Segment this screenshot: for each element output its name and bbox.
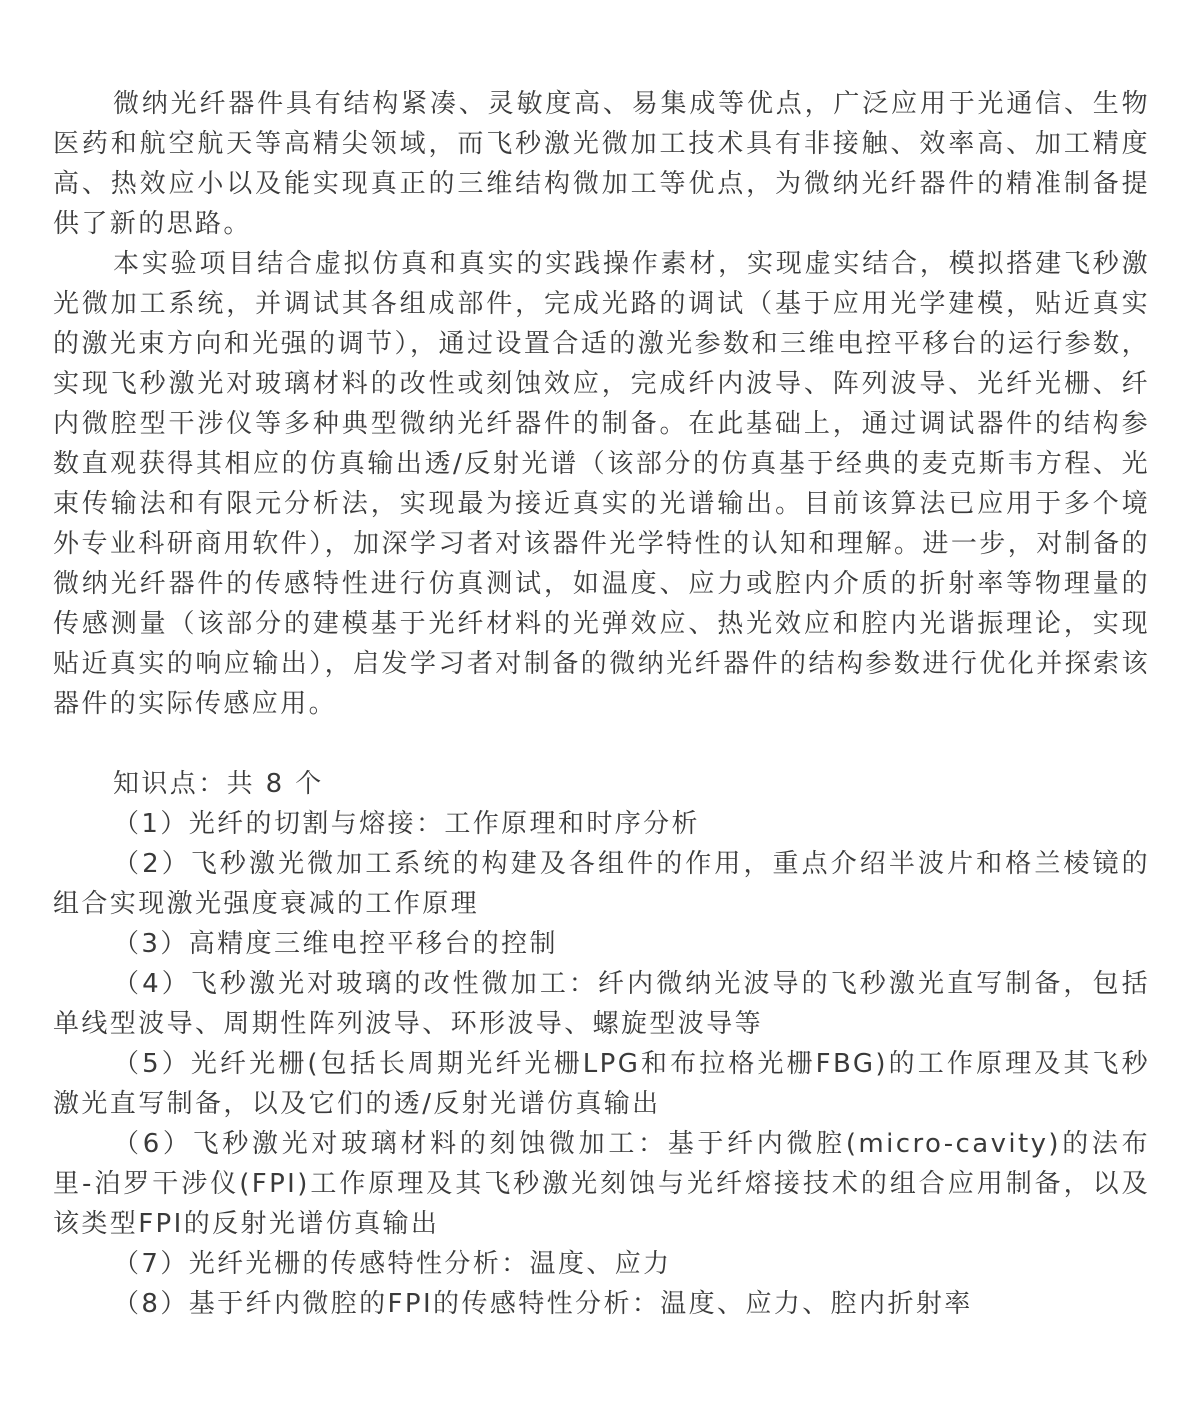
section-spacer	[53, 724, 1150, 764]
knowledge-item-7: （7）光纤光栅的传感特性分析：温度、应力	[113, 1249, 672, 1279]
knowledge-item-5: （5）光纤光栅(包括长周期光纤光栅LPG和布拉格光栅FBG)的工作原理及其飞秒激光直写制备，以及它们的透/反射光谱仿真输出	[53, 1049, 1150, 1119]
knowledge-item-4: （4）飞秒激光对玻璃的改性微加工：纤内微纳光波导的飞秒激光直写制备，包括单线型波导、周期性阵列波导、环形波导、螺旋型波导等	[53, 969, 1150, 1039]
knowledge-item-1: （1）光纤的切割与熔接：工作原理和时序分析	[113, 809, 700, 839]
knowledge-item-6: （6）飞秒激光对玻璃材料的刻蚀微加工：基于纤内微腔(micro-cavity)的法布里-泊罗干涉仪(FPI)工作原理及其飞秒激光刻蚀与光纤熔接技术的组合应用制备，以及该类型FPI的反射光谱仿真输出	[53, 1129, 1150, 1239]
intro-paragraph-2: 本实验项目结合虚拟仿真和真实的实践操作素材，实现虚实结合，模拟搭建飞秒激光微加工系统，并调试其各组成部件，完成光路的调试（基于应用光学建模，贴近真实的激光束方向和光强的调节），通过设置合适的激光参数和三维电控平移台的运行参数，实现飞秒激光对玻璃材料的改性或刻蚀效应，完成纤内波导、阵列波导、光纤光栅、纤内微腔型干涉仪等多种典型微纳光纤器件的制备。在此基础上，通过调试器件的结构参数直观获得其相应的仿真输出透/反射光谱（该部分的仿真基于经典的麦克斯韦方程、光束传输法和有限元分析法，实现最为接近真实的光谱输出。目前该算法已应用于多个境外专业科研商用软件），加深学习者对该器件光学特性的认知和理解。进一步，对制备的微纳光纤器件的传感特性进行仿真测试，如温度、应力或腔内介质的折射率等物理量的传感测量（该部分的建模基于光纤材料的光弹效应、热光效应和腔内光谐振理论，实现贴近真实的响应输出），启发学习者对制备的微纳光纤器件的结构参数进行优化并探索该器件的实际传感应用。	[53, 249, 1150, 719]
knowledge-heading: 知识点：共 8 个	[113, 769, 324, 799]
knowledge-item-8: （8）基于纤内微腔的FPI的传感特性分析：温度、应力、腔内折射率	[113, 1289, 973, 1319]
intro-paragraph-1: 微纳光纤器件具有结构紧凑、灵敏度高、易集成等优点，广泛应用于光通信、生物医药和航空航天等高精尖领域，而飞秒激光微加工技术具有非接触、效率高、加工精度高、热效应小以及能实现真正的三维结构微加工等优点，为微纳光纤器件的精准制备提供了新的思路。	[53, 89, 1150, 239]
knowledge-item-3: （3）高精度三维电控平移台的控制	[113, 929, 558, 959]
knowledge-item-2: （2）飞秒激光微加工系统的构建及各组件的作用，重点介绍半波片和格兰棱镜的组合实现激光强度衰减的工作原理	[53, 849, 1150, 919]
